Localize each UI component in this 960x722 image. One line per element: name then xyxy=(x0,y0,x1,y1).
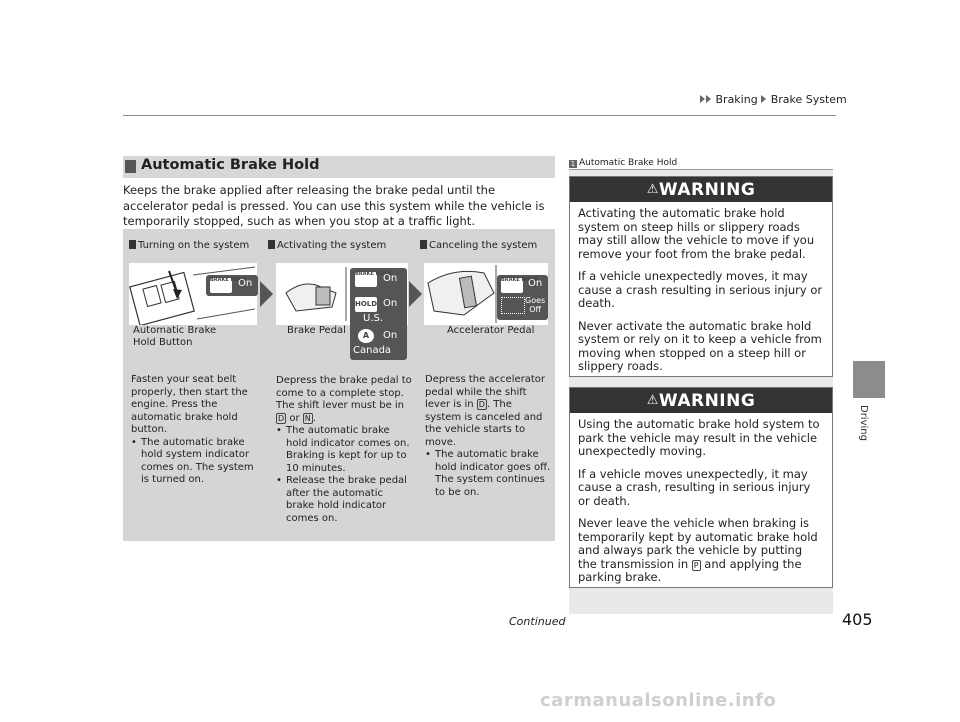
instruction-text: Depress the accelerator pedal while the shift lever is in xyxy=(425,374,546,410)
breadcrumb-item: Brake System xyxy=(770,93,847,106)
illustration-caption: Brake Pedal xyxy=(287,325,346,336)
section-title: Automatic Brake Hold xyxy=(141,157,320,173)
warning-title-text: WARNING xyxy=(658,180,756,200)
warning-paragraph: If a vehicle moves unexpectedly, it may cause a crash, resulting in serious injury or death. xyxy=(578,466,811,508)
warning-paragraph xyxy=(578,517,824,585)
warning-title xyxy=(570,388,832,413)
gear-d-indicator: D xyxy=(278,413,285,423)
instruction-text: . xyxy=(312,412,316,424)
hold-icon: HOLD xyxy=(355,297,377,312)
warning-text: Never leave the vehicle when braking is temporarily kept by automatic brake hold and always park the vehicle by putting the transmission in xyxy=(578,516,818,571)
gear-n-indicator: N xyxy=(304,413,311,423)
warning-title-text: WARNING xyxy=(658,391,756,411)
step-instruction xyxy=(276,375,412,425)
warning-box xyxy=(569,176,833,377)
step-text xyxy=(276,375,412,525)
warning-body xyxy=(570,413,832,599)
warning-title xyxy=(570,177,832,202)
header-rule xyxy=(123,115,836,116)
instruction-text: or xyxy=(289,412,300,424)
activation-indicators xyxy=(350,268,407,360)
step-bullet: • The automatic brake hold indicator goes off. The system continues to be on. xyxy=(425,449,551,499)
warning-paragraph: Activating the automatic brake hold system on steep hills or slippery roads may still allow the vehicle to move if you remove your foot from the brake pedal. xyxy=(578,206,815,261)
chevron-right-icon xyxy=(700,95,705,103)
panel-heading-text: Canceling the system xyxy=(429,240,538,251)
watermark: carmanualsonline.info xyxy=(540,690,777,711)
indicator-state: On xyxy=(383,298,398,309)
step-arrow-icon xyxy=(260,281,273,307)
step-text xyxy=(425,374,551,499)
gear-d-indicator: D xyxy=(478,400,485,409)
square-bullet-icon xyxy=(125,160,136,173)
chapter-tab-label: Driving xyxy=(858,405,869,441)
indicator-state: On xyxy=(528,278,543,289)
breadcrumb xyxy=(700,93,847,106)
chapter-tab xyxy=(853,361,885,398)
chevron-right-icon xyxy=(706,95,711,103)
step-instruction: Fasten your seat belt properly, then start the engine. Press the automatic brake hold button. xyxy=(131,374,248,435)
note-header xyxy=(569,158,833,168)
warning-body xyxy=(570,202,832,388)
brake-hold-indicator xyxy=(206,275,258,296)
cancel-indicator xyxy=(497,275,548,320)
panel-heading xyxy=(129,240,249,251)
illustration-caption: Accelerator Pedal xyxy=(447,325,535,336)
indicator-off-icon xyxy=(501,297,525,314)
square-bullet-icon xyxy=(268,240,275,249)
step-bullet: • The automatic brake hold indicator comes on. Braking is kept for up to 10 minutes. xyxy=(276,425,412,475)
auto-hold-icon: A xyxy=(358,329,374,343)
square-bullet-icon xyxy=(420,240,427,249)
brake-hold-icon: BRAKE HOLD xyxy=(355,272,377,287)
panel-heading xyxy=(420,240,537,251)
panel-heading-text: Activating the system xyxy=(277,240,387,251)
warning-paragraph: Never activate the automatic brake hold system or rely on it to keep a vehicle from moving when stopped on a steep hill or slippery roads. xyxy=(578,318,822,373)
warning-triangle-icon: ⚠ xyxy=(646,393,659,408)
illustration-caption: Automatic Brake Hold Button xyxy=(133,325,217,348)
gear-p-indicator: P xyxy=(693,560,699,570)
warning-paragraph: Using the automatic brake hold system to park the vehicle may result in the vehicle unexpectedly moving. xyxy=(578,417,820,458)
chevron-right-icon xyxy=(761,95,766,103)
instruction-text: Depress the brake pedal to come to a complete stop. The shift lever must be in xyxy=(276,375,412,411)
brake-hold-icon: BRAKE HOLD xyxy=(210,278,232,293)
step-bullet: • The automatic brake hold system indicator comes on. The system is turned on. xyxy=(131,437,263,487)
region-label: Canada xyxy=(353,345,392,356)
warning-triangle-icon: ⚠ xyxy=(646,182,659,197)
warning-text: and applying the parking brake. xyxy=(578,556,802,584)
step-arrow-icon xyxy=(409,281,422,307)
step-text xyxy=(131,374,263,487)
section-intro: Keeps the brake applied after releasing the brake pedal until the accelerator pedal is pressed. You can use this system while the vehicle is temporarily stopped, such as when you stop at a traffic light. xyxy=(123,183,545,228)
indicator-state: On xyxy=(383,273,398,284)
breadcrumb-item: Braking xyxy=(715,93,758,106)
step-bullet: • Release the brake pedal after the automatic brake hold indicator comes on. xyxy=(276,475,412,525)
square-bullet-icon xyxy=(129,240,136,249)
indicator-state: On xyxy=(383,330,398,341)
note-title: Automatic Brake Hold xyxy=(579,158,678,168)
panel-heading xyxy=(268,240,386,251)
warning-box xyxy=(569,387,833,588)
indicator-state: On xyxy=(238,278,253,289)
panel-heading-text: Turning on the system xyxy=(138,240,250,251)
brake-hold-icon: BRAKE HOLD xyxy=(501,278,523,293)
continued-label: Continued xyxy=(509,615,566,628)
page-number: 405 xyxy=(842,610,873,629)
warning-paragraph: If a vehicle unexpectedly moves, it may cause a crash resulting in serious injury or death. xyxy=(578,269,823,310)
step-instruction xyxy=(425,374,551,449)
section-header xyxy=(123,156,555,178)
region-label: U.S. xyxy=(363,313,384,324)
instruction-text: . The system is canceled and the vehicle starts to move. xyxy=(425,399,543,448)
indicator-off-state: Goes Off xyxy=(525,296,546,314)
note-number-icon: 1 xyxy=(570,160,576,168)
